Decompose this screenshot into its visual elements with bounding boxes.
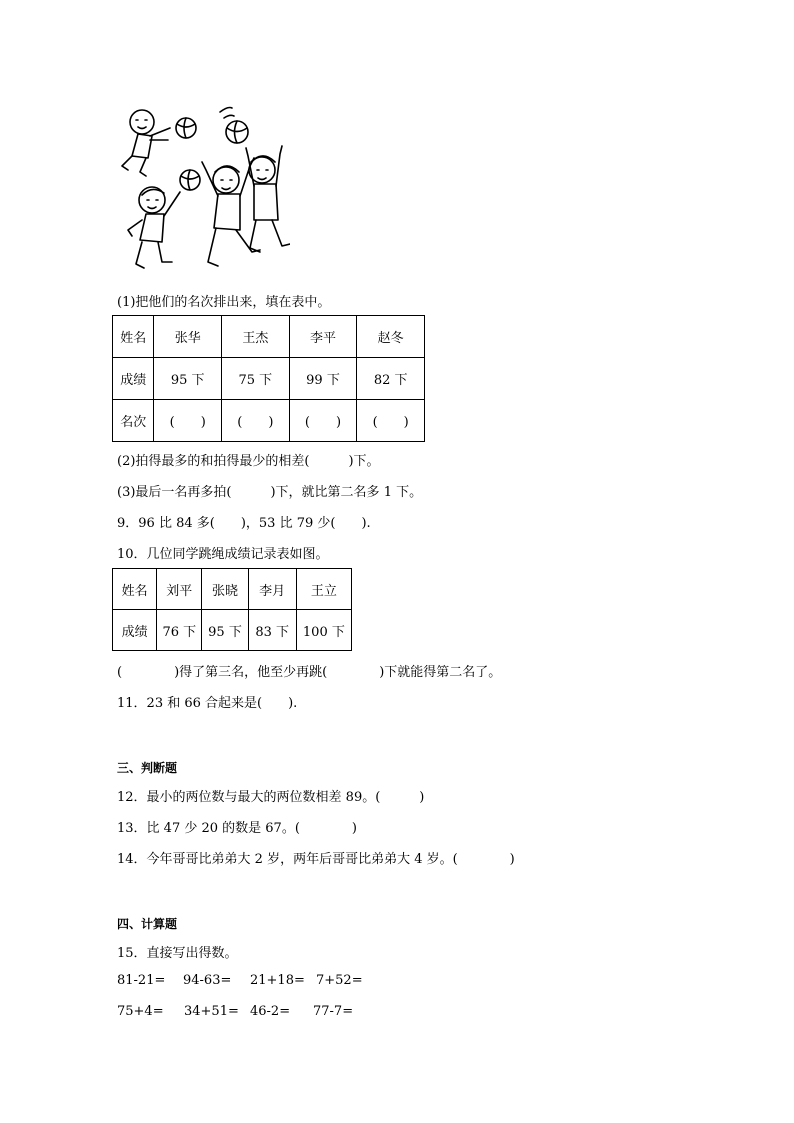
q9: 9．96 比 84 多( )，53 比 79 少( ). <box>117 516 371 531</box>
name-cell: 张晓 <box>202 569 248 610</box>
calc-item: 94-63= <box>183 973 232 988</box>
name-cell: 王立 <box>296 569 351 610</box>
name-cell: 王杰 <box>222 316 290 358</box>
score-cell: 76 下 <box>157 610 202 651</box>
calc-item: 75+4= <box>117 1004 164 1019</box>
score-cell: 82 下 <box>357 358 425 400</box>
calc-item: 7+52= <box>316 973 363 988</box>
q8-part2: (2)拍得最多的和拍得最少的相差( )下。 <box>117 454 380 469</box>
q8-part3: (3)最后一名再多拍( )下，就比第二名多 1 下。 <box>117 485 423 500</box>
q8-part1: (1)把他们的名次排出来，填在表中。 <box>117 295 331 310</box>
q12: 12．最小的两位数与最大的两位数相差 89。( ) <box>117 790 425 805</box>
name-cell: 刘平 <box>157 569 202 610</box>
children-volleyball-illustration <box>120 100 290 275</box>
ranking-table <box>112 315 425 442</box>
calc-item: 77-7= <box>313 1004 354 1019</box>
rank-answer-cell[interactable]: ( ) <box>357 400 425 442</box>
jump-rope-table <box>112 568 352 651</box>
score-cell: 100 下 <box>296 610 351 651</box>
row-header-rank: 名次 <box>113 400 154 442</box>
calc-item: 46-2= <box>250 1004 291 1019</box>
q15-text: 15．直接写出得数。 <box>117 946 238 961</box>
name-cell: 张华 <box>154 316 222 358</box>
rank-answer-cell[interactable]: ( ) <box>289 400 357 442</box>
score-cell: 99 下 <box>289 358 357 400</box>
rank-answer-cell[interactable]: ( ) <box>154 400 222 442</box>
calc-item: 21+18= <box>250 973 305 988</box>
name-cell: 李平 <box>289 316 357 358</box>
q11: 11．23 和 66 合起来是( ). <box>117 696 298 711</box>
row-header-name: 姓名 <box>113 316 154 358</box>
score-cell: 95 下 <box>154 358 222 400</box>
name-cell: 李月 <box>248 569 296 610</box>
row-header-score: 成绩 <box>113 610 157 651</box>
q14: 14．今年哥哥比弟弟大 2 岁，两年后哥哥比弟弟大 4 岁。( ) <box>117 852 515 867</box>
score-cell: 95 下 <box>202 610 248 651</box>
calc-item: 34+51= <box>184 1004 239 1019</box>
q10-text: 10．几位同学跳绳成绩记录表如图。 <box>117 547 329 562</box>
q10-answer: ( )得了第三名，他至少再跳( )下就能得第二名了。 <box>117 665 502 680</box>
name-cell: 赵冬 <box>357 316 425 358</box>
score-cell: 83 下 <box>248 610 296 651</box>
rank-answer-cell[interactable]: ( ) <box>222 400 290 442</box>
row-header-name: 姓名 <box>113 569 157 610</box>
score-cell: 75 下 <box>222 358 290 400</box>
row-header-score: 成绩 <box>113 358 154 400</box>
q13: 13．比 47 少 20 的数是 67。( ) <box>117 821 357 836</box>
section-heading-calculation: 四、计算题 <box>117 917 178 931</box>
section-heading-judgement: 三、判断题 <box>117 761 178 775</box>
calc-item: 81-21= <box>117 973 166 988</box>
